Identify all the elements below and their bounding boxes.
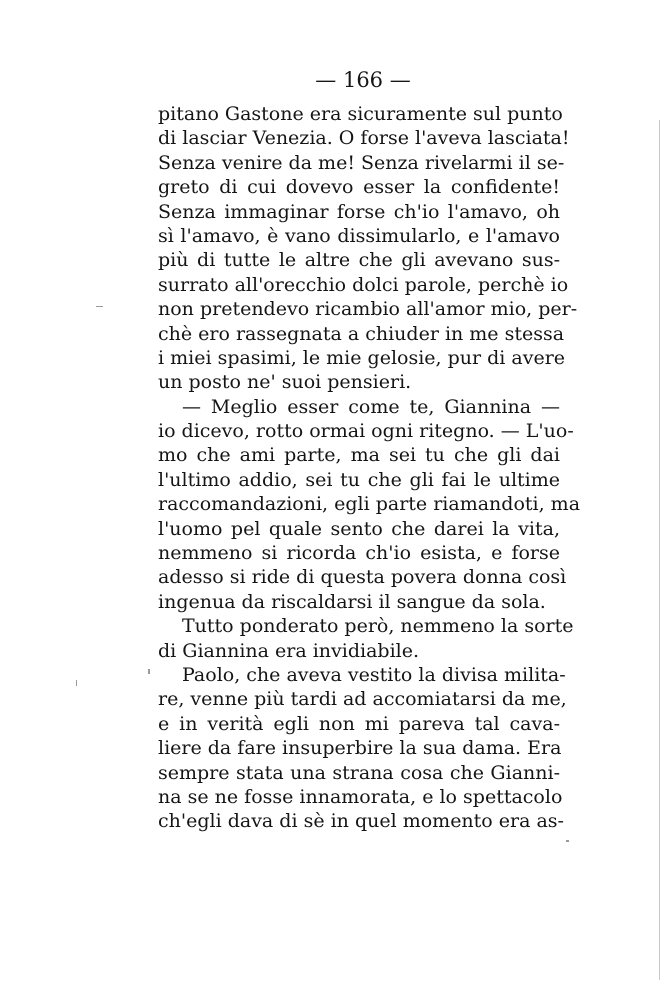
text-line: ingenua da riscaldarsi il sangue da sola. bbox=[158, 590, 546, 613]
text-line: l'ultimo addio, sei tu che gli fai le ultime bbox=[158, 468, 560, 491]
text-line: pitano Gastone era sicuramente sul punto bbox=[158, 103, 563, 125]
text-line: di lasciar Venezia. O forse l'aveva lasciata! bbox=[158, 127, 570, 150]
text-line: un posto ne' suoi pensieri. bbox=[158, 371, 412, 394]
text-line: sì l'amavo, è vano dissimularlo, e l'amavo bbox=[158, 224, 560, 247]
text-line: Senza venire da me! Senza rivelarmi il se- bbox=[158, 151, 565, 174]
text-line: Tutto ponderato però, nemmeno la sorte bbox=[182, 615, 574, 638]
text-line: io dicevo, rotto ormai ogni ritegno. — L'uo- bbox=[158, 420, 574, 443]
text-line: raccomandazioni, egli parte riamandoti, ma bbox=[158, 493, 581, 516]
text-line: sempre stata una strana cosa che Gianni- bbox=[158, 761, 560, 784]
text-line: na se ne fosse innamorata, e lo spettacolo bbox=[158, 785, 563, 808]
text-line: Senza immaginar forse ch'io l'amavo, oh bbox=[158, 200, 560, 223]
page-number: — 166 — bbox=[315, 68, 411, 92]
margin-mark bbox=[659, 120, 660, 980]
text-line: chè ero rassegnata a chiuder in me stessa bbox=[158, 322, 565, 345]
margin-mark bbox=[76, 680, 77, 686]
text-line: mo che ami parte, ma sei tu che gli dai bbox=[158, 444, 560, 467]
margin-mark bbox=[96, 306, 103, 307]
text-line: adesso si ride di questa povera donna così bbox=[158, 566, 567, 589]
text-line: e in verità egli non mi pareva tal cava- bbox=[158, 712, 560, 735]
text-line: — Meglio esser come te, Giannina — bbox=[182, 395, 560, 418]
body-text bbox=[158, 102, 581, 834]
text-line: non pretendevo ricambio all'amor mio, per- bbox=[158, 298, 578, 321]
text-line: più di tutte le altre che gli avevano sus- bbox=[158, 249, 560, 272]
text-line: greto di cui dovevo esser la confidente! bbox=[158, 176, 560, 199]
margin-mark bbox=[566, 840, 569, 842]
text-line: l'uomo pel quale sento che darei la vita, bbox=[158, 517, 560, 540]
text-line: re, venne più tardi ad accomiatarsi da me, bbox=[158, 688, 567, 711]
text-line: Paolo, che aveva vestito la divisa milita- bbox=[182, 663, 566, 686]
text-line: i miei spasimi, le mie gelosie, pur di avere bbox=[158, 346, 566, 369]
text-line: ch'egli dava di sè in quel momento era as- bbox=[158, 810, 564, 833]
text-line: di Giannina era invidiabile. bbox=[158, 639, 419, 662]
text-line: liere da fare insuperbire la sua dama. Era bbox=[158, 737, 562, 760]
margin-mark bbox=[148, 669, 150, 674]
text-line: surrato all'orecchio dolci parole, perchè io bbox=[158, 273, 569, 296]
text-line: nemmeno si ricorda ch'io esista, e forse bbox=[158, 542, 560, 565]
